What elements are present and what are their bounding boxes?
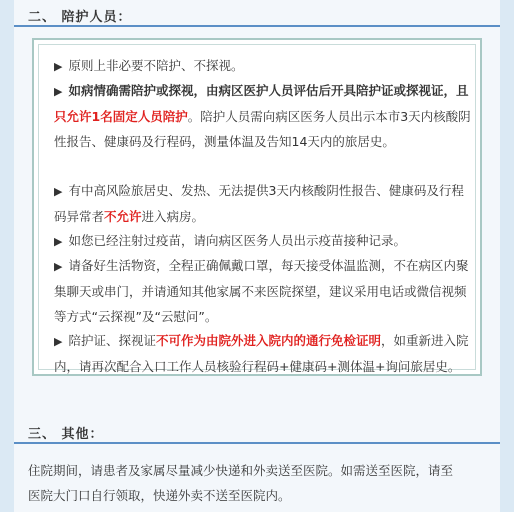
rule-text: 有中高风险旅居史、发热、无法提供3天内核酸阴性报告、健康码及行程码异常者	[54, 183, 464, 224]
rule-text: 进入病房。	[141, 209, 205, 224]
rule-item-1	[54, 53, 472, 79]
rule-text: 原则上非必要不陪护、不探视。	[68, 58, 244, 73]
rule-item-6	[54, 328, 472, 379]
rule-highlight-text: 不可作为由院外进入院内的通行免检证明	[155, 333, 381, 348]
rule-text: 如您已经注射过疫苗，请向病区医务人员出示疫苗接种记录。	[68, 233, 406, 248]
black-right-triangle-icon: ▶	[54, 235, 63, 248]
rule-highlight-text: 只允许1名固定人员陪护	[54, 109, 188, 124]
document-page	[14, 0, 500, 512]
rule-bold-text: 如病情确需陪护或探视，由病区医护人员评估后开具陪护证或探视证，且	[68, 83, 469, 98]
rule-text: ，如重新进入院内，请再次配合入口工作人员核验行程码+健康码+测体温+询问旅居史。	[54, 333, 469, 374]
rule-item-4	[54, 228, 472, 254]
section-3-title: 三、 其他：	[28, 427, 104, 442]
rule-highlight-text: 不允许	[104, 209, 142, 224]
rule-item-2	[54, 78, 472, 154]
section-2-header	[14, 0, 500, 27]
black-right-triangle-icon: ▶	[54, 85, 63, 98]
rule-text: 请备好生活物资，全程正确佩戴口罩，每天接受体温监测，不在病区内聚集聊天或串门，并请通知其他家属不来医院探望，建议采用电话或微信视频等方式“云探视”及“云慰问”。	[54, 258, 469, 324]
section-2-box	[32, 38, 482, 376]
section-2-title: 二、 陪护人员：	[28, 10, 132, 25]
rule-text: 陪护证、探视证	[68, 333, 156, 348]
black-right-triangle-icon: ▶	[54, 185, 63, 198]
section-3-body: 住院期间，请患者及家属尽量减少快递和外卖送至医院。如需送至医院，请至医院大门口自行领取，快递外卖不送至医院内。	[28, 463, 454, 503]
section-3-header	[14, 417, 500, 444]
black-right-triangle-icon: ▶	[54, 335, 63, 348]
black-right-triangle-icon: ▶	[54, 60, 63, 73]
black-right-triangle-icon: ▶	[54, 260, 63, 273]
rule-text: 。陪护人员需向病区医务人员出示本市3天内核酸阴性报告、健康码及行程码，测量体温及告知14天内的旅居史。	[54, 109, 471, 149]
rule-item-3	[54, 178, 472, 229]
rule-item-5	[54, 253, 472, 329]
